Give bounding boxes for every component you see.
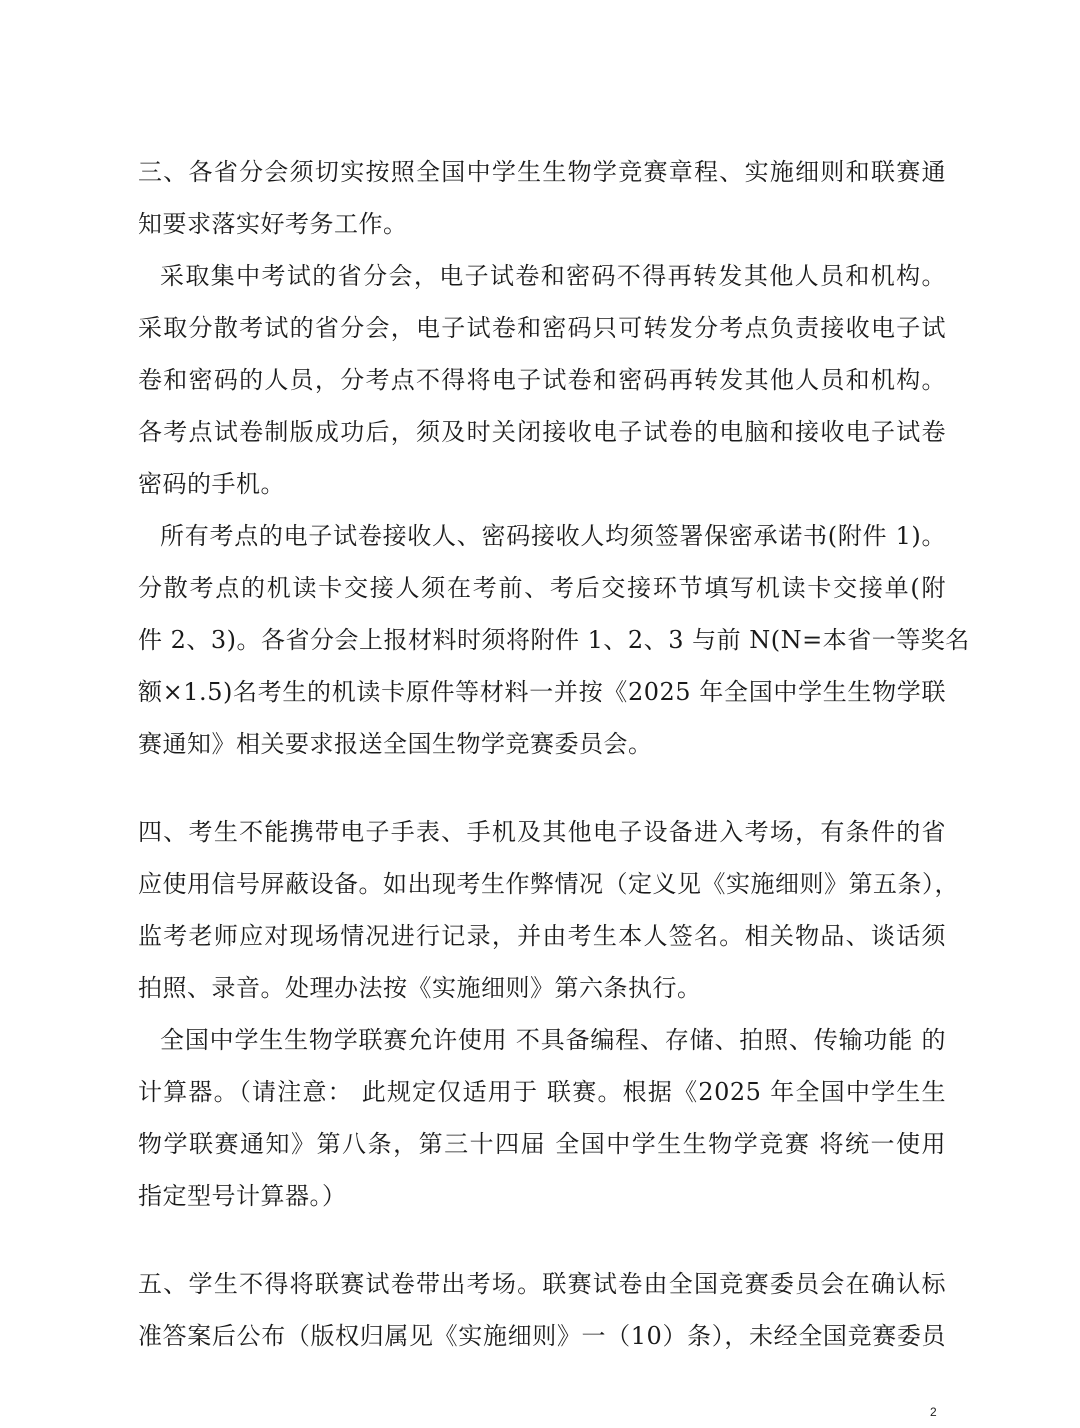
section-3-heading-line: 三、各省分会须切实按照全国中学生生物学竞赛章程、实施细则和联赛通 xyxy=(138,158,946,186)
paragraph-line: 物学联赛通知》第八条，第三十四届 全国中学生生物学竞赛 将统一使用 xyxy=(138,1130,946,1158)
paragraph-line: 准答案后公布（版权归属见《实施细则》一（10）条），未经全国竞赛委员 xyxy=(138,1322,946,1350)
paragraph-line: 采取集中考试的省分会，电子试卷和密码不得再转发其他人员和机构。 xyxy=(160,262,946,290)
paragraph-line: 额×1.5)名考生的机读卡原件等材料一并按《2025 年全国中学生生物学联 xyxy=(138,678,946,706)
section-4-heading-line: 四、考生不能携带电子手表、手机及其他电子设备进入考场，有条件的省 xyxy=(138,818,946,846)
paragraph-line: 件 2、3)。各省分会上报材料时须将附件 1、2、3 与前 N(N=本省一等奖名 xyxy=(138,626,970,654)
paragraph-line: 监考老师应对现场情况进行记录，并由考生本人签名。相关物品、谈话须 xyxy=(138,922,946,950)
paragraph-line: 指定型号计算器。） xyxy=(138,1182,347,1210)
paragraph-line: 知要求落实好考务工作。 xyxy=(138,210,408,238)
paragraph-line: 采取分散考试的省分会，电子试卷和密码只可转发分考点负责接收电子试 xyxy=(138,314,946,342)
paragraph-line: 密码的手机。 xyxy=(138,470,285,498)
section-5-heading-line: 五、学生不得将联赛试卷带出考场。联赛试卷由全国竞赛委员会在确认标 xyxy=(138,1270,946,1298)
paragraph-line: 所有考点的电子试卷接收人、密码接收人均须签署保密承诺书(附件 1)。 xyxy=(160,522,946,550)
page-number: 2 xyxy=(930,1405,937,1419)
paragraph-line: 卷和密码的人员，分考点不得将电子试卷和密码再转发其他人员和机构。 xyxy=(138,366,946,394)
paragraph-line: 全国中学生生物学联赛允许使用 不具备编程、存储、拍照、传输功能 的 xyxy=(160,1026,946,1054)
paragraph-line: 赛通知》相关要求报送全国生物学竞赛委员会。 xyxy=(138,730,653,758)
paragraph-line: 应使用信号屏蔽设备。如出现考生作弊情况（定义见《实施细则》第五条）， xyxy=(138,870,959,898)
paragraph-line: 拍照、录音。处理办法按《实施细则》第六条执行。 xyxy=(138,974,702,1002)
paragraph-line: 各考点试卷制版成功后，须及时关闭接收电子试卷的电脑和接收电子试卷 xyxy=(138,418,946,446)
paragraph-line: 分散考点的机读卡交接人须在考前、考后交接环节填写机读卡交接单(附 xyxy=(138,574,946,602)
paragraph-line: 计算器。（请注意： 此规定仅适用于 联赛。根据《2025 年全国中学生生 xyxy=(138,1078,946,1106)
